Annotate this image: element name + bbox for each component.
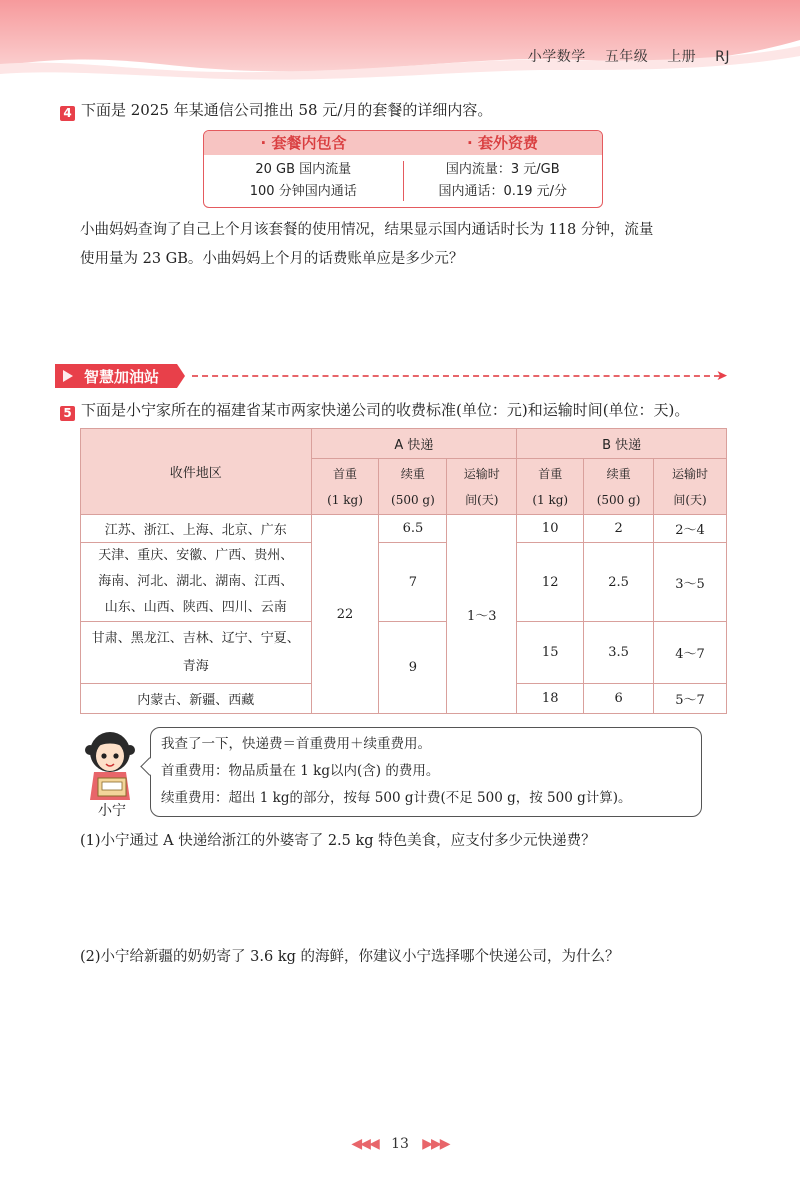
region-cell: 天津、重庆、安徽、广西、贵州、 海南、河北、湖北、湖南、江西、 山东、山西、陕西、四川、云南 [81,543,312,622]
a-extra-weight-cell: 9 [379,622,447,714]
package-box-header [204,131,602,155]
q5-sub-question-1: (1)小宁通过 A 快递给浙江的外婆寄了 2.5 kg 特色美食，应支付多少元快递费？ [80,833,596,849]
a-time-header: 运输时 间(天) [447,459,517,515]
b-extra-weight-cell: 2.5 [584,543,654,622]
company-a-header: A 快递 [311,429,517,459]
speech-line: 续重费用：超出 1 kg的部分，按每 500 g计费(不足 500 g，按 500 g计算)。 [161,790,632,806]
package-box [203,130,603,208]
package-included-list [204,155,403,207]
b-time-cell: 2～4 [654,515,727,543]
b-extra-weight-header: 续重 (500 g) [584,459,654,515]
b-first-weight-cell: 12 [517,543,584,622]
package-included-title: · 套餐内包含 [260,134,347,152]
next-arrows-icon: ▶▶▶ [422,1136,449,1152]
q4-intro-line [60,100,492,121]
speech-line: 我查了一下，快递费＝首重费用＋续重费用。 [161,736,431,752]
b-first-weight-cell: 18 [517,684,584,714]
a-extra-weight-cell: 6.5 [379,515,447,543]
q5-sub-question-2: (2)小宁给新疆的奶奶寄了 3.6 kg 的海鲜，你建议小宁选择哪个快递公司，为什么？ [80,949,620,965]
package-extra-item: 国内通话：0.19 元/分 [438,184,567,199]
q4-number-badge: 4 [60,106,75,121]
speech-line: 首重费用：物品质量在 1 kg以内(含) 的费用。 [161,763,440,779]
b-extra-weight-cell: 3.5 [584,622,654,684]
q4-text-line2: 使用量为 23 GB。小曲妈妈上个月的话费账单应是多少元？ [80,251,464,267]
q5-intro: 下面是小宁家所在的福建省某市两家快递公司的收费标准(单位：元)和运输时间(单位：天)。 [81,401,690,419]
package-extra-title: · 套外资费 [467,134,538,152]
package-extra-item: 国内流量：3 元/GB [445,162,560,177]
b-extra-weight-cell: 2 [584,515,654,543]
b-first-weight-cell: 15 [517,622,584,684]
b-time-cell: 5～7 [654,684,727,714]
region-cell: 甘肃、黑龙江、吉林、辽宁、宁夏、 青海 [81,622,312,684]
package-extra-list [404,155,603,207]
region-cell: 江苏、浙江、上海、北京、广东 [81,515,312,543]
header-subject: 小学数学 [527,49,586,65]
header-meta [514,46,730,66]
page-footer [0,1136,800,1152]
speech-bubble [150,727,702,817]
region-cell: 内蒙古、新疆、西藏 [81,684,312,714]
speaker-name: 小宁 [98,803,126,819]
a-first-weight-cell: 22 [311,515,379,714]
header-band [0,0,800,80]
shipping-fee-table [80,428,727,714]
header-grade: 五年级 [604,49,649,65]
a-extra-weight-cell: 7 [379,543,447,622]
b-time-cell: 3～5 [654,543,727,622]
company-b-header: B 快递 [517,429,727,459]
q5-number-badge: 5 [60,406,75,421]
section-arrow-icon: ➤ [716,368,728,384]
prev-arrows-icon: ◀◀◀ [351,1136,378,1152]
header-volume: 上册 [667,49,697,65]
b-extra-weight-cell: 6 [584,684,654,714]
q4-text-line1: 小曲妈妈查询了自己上个月该套餐的使用情况，结果显示国内通话时长为 118 分钟，流量 [80,222,654,238]
b-first-weight-cell: 10 [517,515,584,543]
a-extra-weight-header: 续重 (500 g) [379,459,447,515]
region-header: 收件地区 [81,429,312,515]
package-box-body [204,155,602,207]
section-title: 智慧加油站 [84,368,160,386]
header-edition: RJ [715,49,730,65]
q5-intro-line [60,400,689,421]
b-time-cell: 4～7 [654,622,727,684]
q4-intro: 下面是 2025 年某通信公司推出 58 元/月的套餐的详细内容。 [81,101,493,119]
a-time-cell: 1～3 [447,515,517,714]
package-included-item: 20 GB 国内流量 [255,162,352,177]
package-included-item: 100 分钟国内通话 [249,184,357,199]
a-first-weight-header: 首重 (1 kg) [311,459,379,515]
page-number: 13 [391,1136,409,1152]
b-first-weight-header: 首重 (1 kg) [517,459,584,515]
b-time-header: 运输时 间(天) [654,459,727,515]
section-divider-line [192,375,720,377]
